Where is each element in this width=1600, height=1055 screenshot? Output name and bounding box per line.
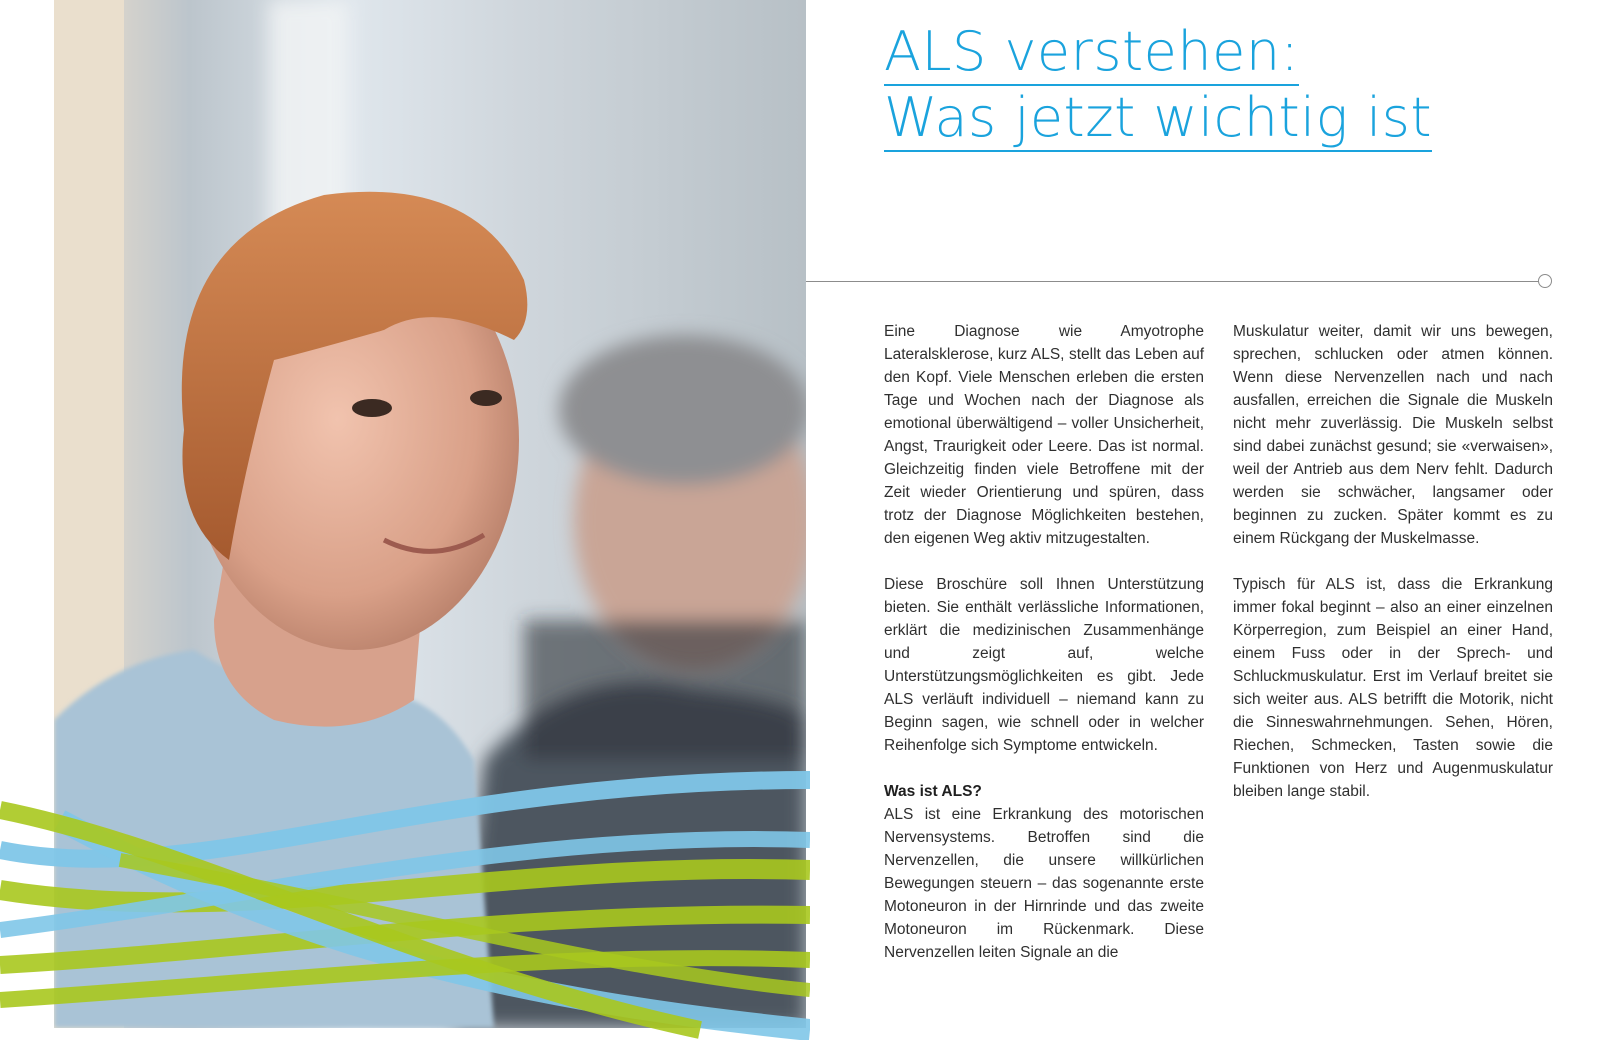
- page-title: [884, 20, 1444, 152]
- text-column-left: [884, 320, 1204, 987]
- decorative-ribbons: [0, 740, 810, 1040]
- text-column-right: [1233, 320, 1553, 826]
- onset-paragraph: Typisch für ALS ist, dass die Erkrankung immer fokal beginnt – also an einer einzelnen Körperregion, zum Beispiel an einer Hand, einem Fuss oder in der Sprech- und Schluckmuskulatur. Erst im Verlauf breitet sie sich weiter aus. ALS betrifft die Motorik, nicht die Sinneswahrnehmungen. Sehen, Hören, Riechen, Schmecken, Tasten sowie die Funktionen von Herz und Augenmuskulatur bleiben lange stabil.: [1233, 576, 1553, 800]
- title-line-1: ALS verstehen:: [884, 20, 1299, 86]
- title-line-2: Was jetzt wichtig ist: [884, 86, 1432, 152]
- divider-end-circle: [1538, 274, 1552, 288]
- intro-paragraph: Eine Diagnose wie Amyotrophe Lateralsklerose, kurz ALS, stellt das Leben auf den Kopf. Viele Menschen erleben die ersten Tage und Wochen nach der Diagnose als emotional überwältigend – voller Unsicherheit, Angst, Traurigkeit oder Leere. Das ist normal. Gleichzeitig finden viele Betroffene mit der Zeit wieder Orientierung und spüren, dass trotz der Diagnose Möglichkeiten bestehen, den eigenen Weg aktiv mitzugestalten.: [884, 323, 1204, 547]
- brochure-paragraph: Diese Broschüre soll Ihnen Unterstützung bieten. Sie enthält verlässliche Informationen, erklärt die medizinischen Zusammenhänge und zeigt auf, welche Unterstützungsmöglichkeiten es gibt. Jede ALS verläuft individuell – niemand kann zu Beginn sagen, wie schnell oder in welcher Reihenfolge sich Symptome entwickeln.: [884, 576, 1204, 754]
- continuation-paragraph: Muskulatur weiter, damit wir uns bewegen, sprechen, schlucken oder atmen können. Wenn diese Nervenzellen nach und nach ausfallen, erreichen die Signale die Muskeln nicht mehr zuverlässig. Die Muskeln selbst sind dabei zunächst gesund; sie «verwaisen», weil der Antrieb aus dem Nerv fehlt. Dadurch werden sie schwächer, langsamer oder beginnen zu zucken. Später kommt es zu einem Rückgang der Muskelmasse.: [1233, 323, 1553, 547]
- definition-paragraph: ALS ist eine Erkrankung des motorischen Nervensystems. Betroffen sind die Nervenzellen, die unsere willkürlichen Bewegungen steuern – das sogenannte erste Motoneuron in der Hirnrinde und das zweite Motoneuron im Rückenmark. Diese Nervenzellen leiten Signale an die: [884, 806, 1204, 961]
- divider-line: [806, 281, 1540, 282]
- section-heading: Was ist ALS?: [884, 783, 982, 800]
